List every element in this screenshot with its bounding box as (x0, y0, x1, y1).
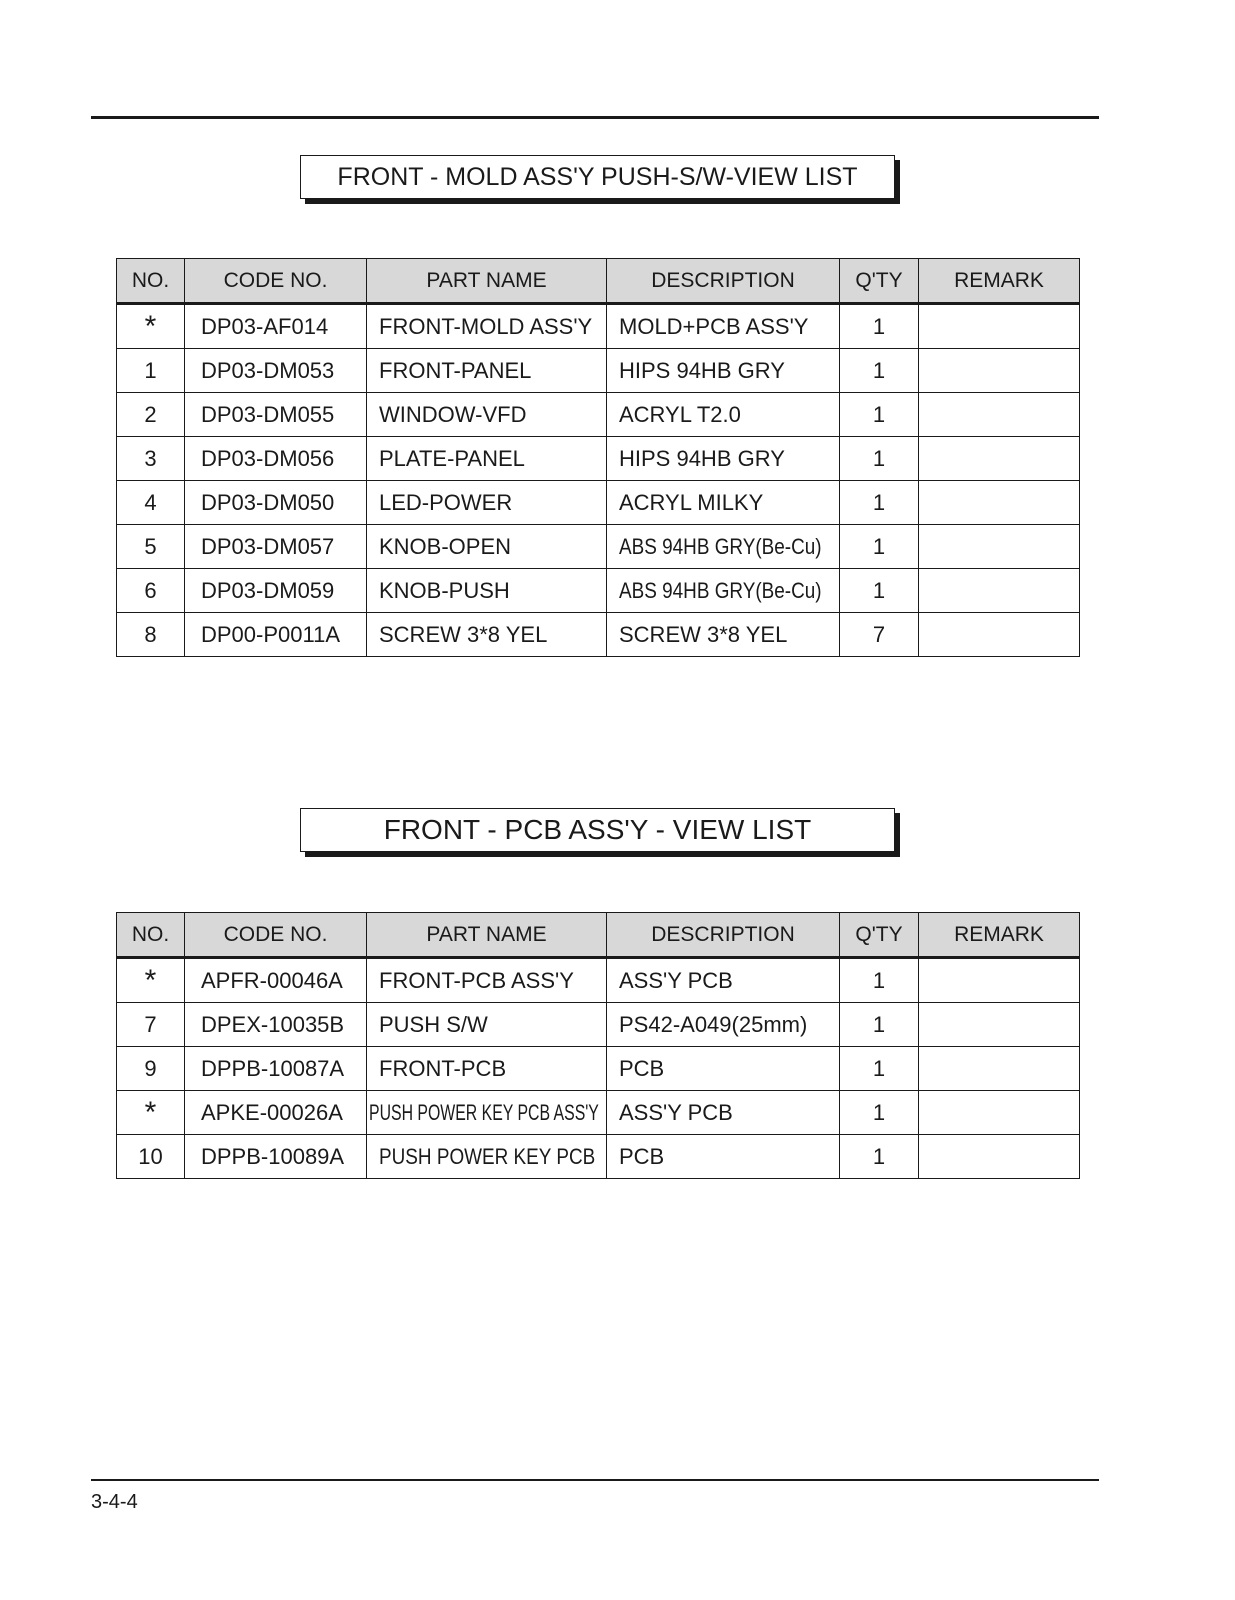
header-qty: Q'TY (840, 913, 919, 958)
table-row (117, 349, 1080, 393)
header-description: DESCRIPTION (607, 913, 840, 958)
table-row (117, 569, 1080, 613)
row-remark (919, 1091, 1080, 1135)
row-part-name: FRONT-PCB (367, 1047, 607, 1091)
header-qty: Q'TY (840, 259, 919, 304)
bottom-rule (91, 1479, 1099, 1481)
row-qty: 1 (840, 1047, 919, 1091)
row-part-name: FRONT-MOLD ASS'Y (367, 304, 607, 349)
row-code: DP03-DM059 (185, 569, 367, 613)
row-no: 6 (117, 569, 185, 613)
row-remark (919, 304, 1080, 349)
row-code: DP03-DM053 (185, 349, 367, 393)
row-description: SCREW 3*8 YEL (607, 613, 840, 657)
row-description: ASS'Y PCB (607, 958, 840, 1003)
row-remark (919, 613, 1080, 657)
row-remark (919, 437, 1080, 481)
row-remark (919, 569, 1080, 613)
row-remark (919, 958, 1080, 1003)
header-remark: REMARK (919, 913, 1080, 958)
table-row (117, 481, 1080, 525)
row-remark (919, 1003, 1080, 1047)
header-no: NO. (117, 913, 185, 958)
parts-table-mold (116, 258, 1080, 657)
row-no: * (117, 1091, 185, 1135)
row-remark (919, 481, 1080, 525)
row-code: DPPB-10089A (185, 1135, 367, 1179)
row-code: APKE-00026A (185, 1091, 367, 1135)
row-no: * (117, 958, 185, 1003)
row-code: DP03-DM057 (185, 525, 367, 569)
row-no: 1 (117, 349, 185, 393)
row-part-name: FRONT-PCB ASS'Y (367, 958, 607, 1003)
row-part-name: KNOB-PUSH (367, 569, 607, 613)
table-row (117, 393, 1080, 437)
section1-title: FRONT - MOLD ASS'Y PUSH-S/W-VIEW LIST (300, 155, 895, 199)
row-qty: 1 (840, 525, 919, 569)
row-part-name: FRONT-PANEL (367, 349, 607, 393)
header-part-name: PART NAME (367, 259, 607, 304)
row-qty: 7 (840, 613, 919, 657)
row-description-text: ABS 94HB GRY(Be-Cu) (619, 533, 822, 559)
table-row (117, 525, 1080, 569)
row-remark (919, 1135, 1080, 1179)
row-qty: 1 (840, 958, 919, 1003)
row-no: 5 (117, 525, 185, 569)
row-qty: 1 (840, 349, 919, 393)
row-part-name: KNOB-OPEN (367, 525, 607, 569)
table-header-row (117, 913, 1080, 958)
row-no: 9 (117, 1047, 185, 1091)
row-part-name (367, 1135, 607, 1179)
table-row (117, 304, 1080, 349)
row-description: PCB (607, 1135, 840, 1179)
header-code: CODE NO. (185, 259, 367, 304)
row-part-name: PLATE-PANEL (367, 437, 607, 481)
row-description: PCB (607, 1047, 840, 1091)
row-remark (919, 349, 1080, 393)
row-part-name: WINDOW-VFD (367, 393, 607, 437)
row-description: HIPS 94HB GRY (607, 437, 840, 481)
parts-table-pcb (116, 912, 1080, 1179)
row-part-name-text: PUSH POWER KEY PCB (379, 1143, 596, 1169)
table-row (117, 1047, 1080, 1091)
table-row (117, 1091, 1080, 1135)
row-code: DP03-DM055 (185, 393, 367, 437)
row-code: DP03-DM050 (185, 481, 367, 525)
header-part-name: PART NAME (367, 913, 607, 958)
row-qty: 1 (840, 393, 919, 437)
row-description (607, 569, 840, 613)
row-description: PS42-A049(25mm) (607, 1003, 840, 1047)
row-qty: 1 (840, 1003, 919, 1047)
table-row (117, 437, 1080, 481)
table-row (117, 1003, 1080, 1047)
row-qty: 1 (840, 1135, 919, 1179)
row-code: APFR-00046A (185, 958, 367, 1003)
row-qty: 1 (840, 437, 919, 481)
header-no: NO. (117, 259, 185, 304)
row-no: 2 (117, 393, 185, 437)
row-no: 8 (117, 613, 185, 657)
row-no: * (117, 304, 185, 349)
row-qty: 1 (840, 481, 919, 525)
row-description (607, 525, 840, 569)
row-remark (919, 525, 1080, 569)
row-remark (919, 393, 1080, 437)
row-code: DP03-DM056 (185, 437, 367, 481)
row-part-name: LED-POWER (367, 481, 607, 525)
header-description: DESCRIPTION (607, 259, 840, 304)
header-code: CODE NO. (185, 913, 367, 958)
row-no: 3 (117, 437, 185, 481)
row-part-name-text: PUSH POWER KEY PCB ASS'Y (369, 1099, 599, 1125)
header-remark: REMARK (919, 259, 1080, 304)
row-description: ASS'Y PCB (607, 1091, 840, 1135)
row-part-name: PUSH S/W (367, 1003, 607, 1047)
table-header-row (117, 259, 1080, 304)
row-description-text: ABS 94HB GRY(Be-Cu) (619, 577, 822, 603)
row-description: ACRYL MILKY (607, 481, 840, 525)
row-part-name (367, 1091, 607, 1135)
table-row (117, 958, 1080, 1003)
section2-title: FRONT - PCB ASS'Y - VIEW LIST (300, 808, 895, 852)
table-row (117, 1135, 1080, 1179)
row-no: 10 (117, 1135, 185, 1179)
row-qty: 1 (840, 1091, 919, 1135)
table-row (117, 613, 1080, 657)
row-code: DPPB-10087A (185, 1047, 367, 1091)
row-part-name: SCREW 3*8 YEL (367, 613, 607, 657)
row-no: 4 (117, 481, 185, 525)
row-code: DP03-AF014 (185, 304, 367, 349)
row-description: ACRYL T2.0 (607, 393, 840, 437)
page-number: 3-4-4 (91, 1491, 138, 1513)
row-qty: 1 (840, 569, 919, 613)
row-code: DPEX-10035B (185, 1003, 367, 1047)
row-remark (919, 1047, 1080, 1091)
row-no: 7 (117, 1003, 185, 1047)
row-description: HIPS 94HB GRY (607, 349, 840, 393)
row-description: MOLD+PCB ASS'Y (607, 304, 840, 349)
top-rule (91, 116, 1099, 119)
row-code: DP00-P0011A (185, 613, 367, 657)
row-qty: 1 (840, 304, 919, 349)
